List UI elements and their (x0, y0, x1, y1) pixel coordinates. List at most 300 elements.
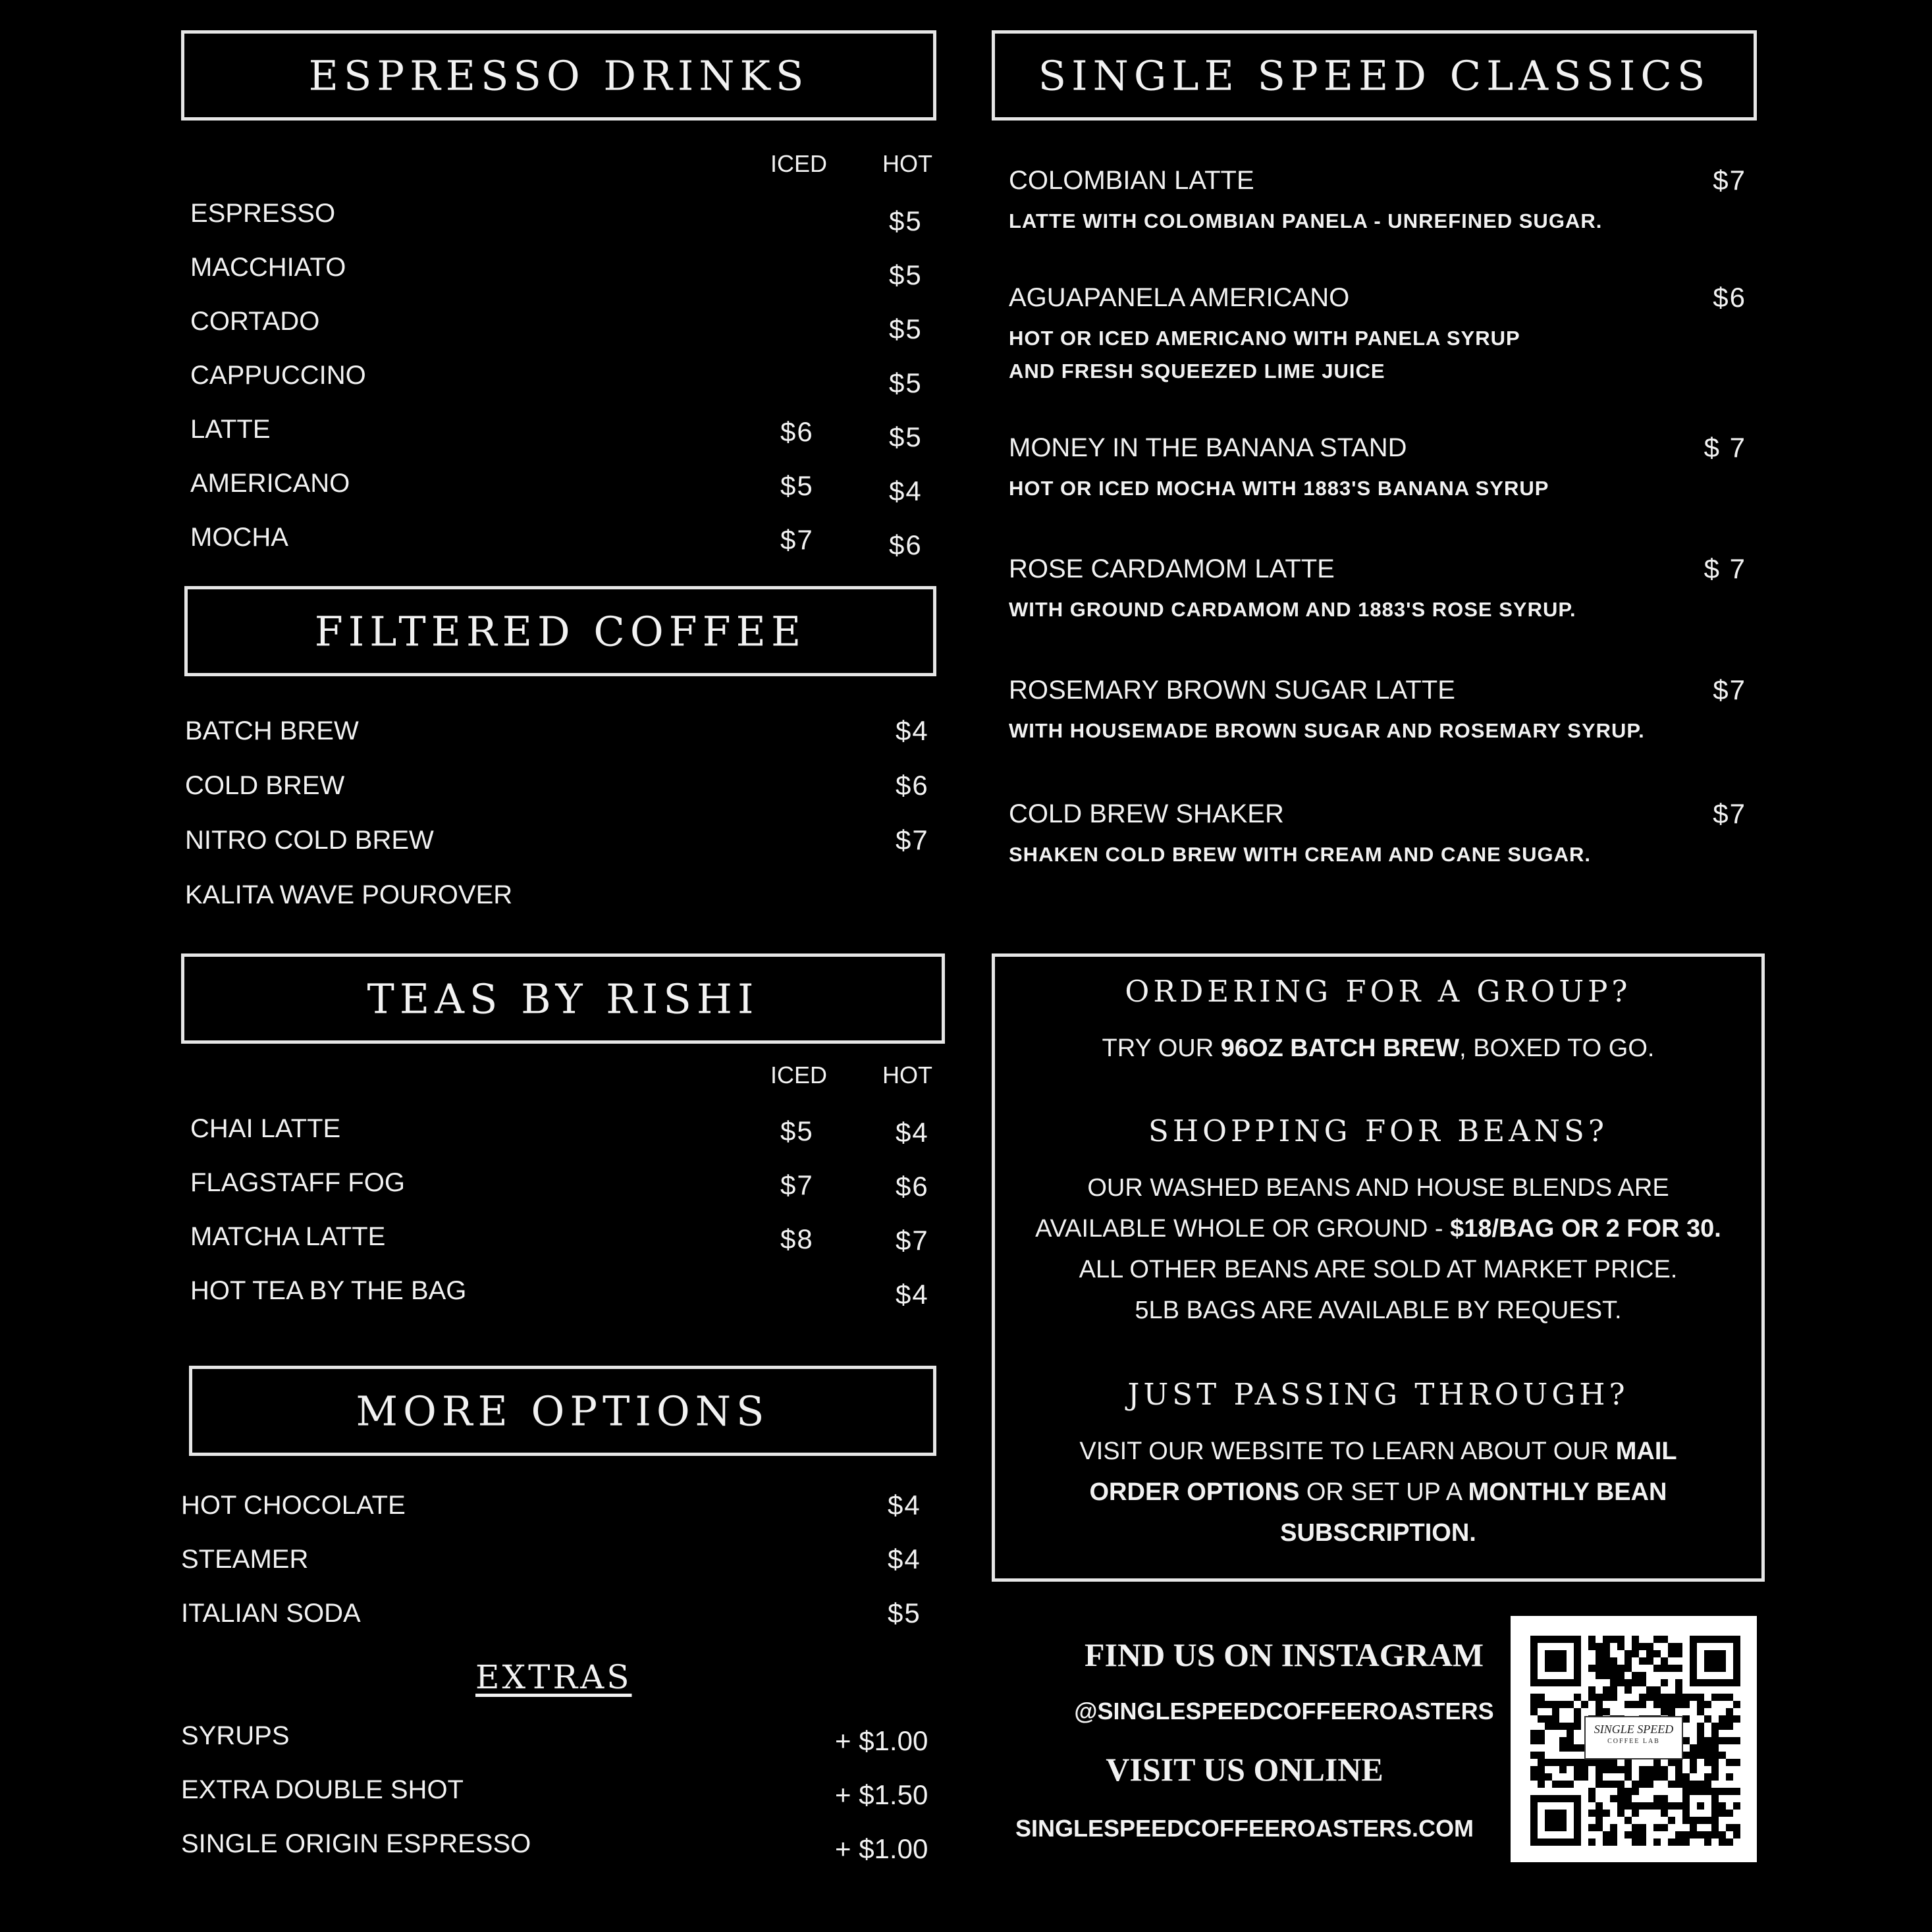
classic-item-price: $6 (1713, 282, 1746, 313)
qr-module (1610, 1657, 1617, 1665)
qr-module (1617, 1766, 1624, 1773)
qr-module (1639, 1831, 1646, 1838)
qr-align-core (1697, 1802, 1704, 1810)
qr-module (1726, 1810, 1733, 1817)
menu-item-name: MACCHIATO (190, 253, 346, 282)
qr-module (1596, 1759, 1603, 1766)
qr-module (1726, 1759, 1733, 1766)
qr-module (1668, 1838, 1675, 1846)
qr-module (1538, 1730, 1545, 1737)
group-bold: 96OZ BATCH BREW (1220, 1034, 1460, 1062)
instagram-handle[interactable]: @SINGLESPEEDCOFFEEROASTERS (1074, 1698, 1494, 1725)
online-title: VISIT US ONLINE (1106, 1751, 1383, 1788)
qr-module (1697, 1701, 1704, 1708)
menu-item-name: CORTADO (190, 307, 320, 336)
espresso-title: ESPRESSO DRINKS (308, 51, 809, 99)
teas-col-hot: HOT (882, 1061, 932, 1088)
qr-module (1690, 1752, 1697, 1759)
qr-module (1704, 1781, 1711, 1788)
qr-module (1545, 1701, 1552, 1708)
qr-module (1538, 1752, 1545, 1759)
qr-module (1661, 1657, 1668, 1665)
classic-item-desc: SHAKEN COLD BREW WITH CREAM AND CANE SUGAR. (1009, 843, 1591, 866)
qr-module (1675, 1650, 1682, 1657)
qr-module (1574, 1744, 1581, 1752)
qr-module (1538, 1773, 1545, 1781)
qr-module (1603, 1650, 1610, 1657)
menu-item-name: CAPPUCCINO (190, 361, 366, 390)
qr-module (1596, 1781, 1603, 1788)
hot-price: $4 (889, 475, 923, 506)
qr-module (1711, 1694, 1719, 1701)
qr-module (1726, 1788, 1733, 1795)
beans-line-1: OUR WASHED BEANS AND HOUSE BLENDS ARE (1087, 1174, 1669, 1202)
qr-module (1552, 1723, 1559, 1730)
passing-line-1-pre: VISIT OUR WEBSITE TO LEARN ABOUT OUR (1079, 1437, 1616, 1465)
qr-module (1726, 1838, 1733, 1846)
hot-price: $6 (896, 1171, 929, 1202)
qr-module (1610, 1838, 1617, 1846)
qr-module (1682, 1838, 1690, 1846)
qr-module (1661, 1694, 1668, 1701)
qr-module (1617, 1679, 1624, 1686)
qr-module (1610, 1766, 1617, 1773)
menu-item-price: $4 (888, 1543, 921, 1574)
monthly-bean-link[interactable]: MONTHLY BEAN (1468, 1478, 1667, 1506)
qr-module (1610, 1636, 1617, 1643)
qr-module (1711, 1723, 1719, 1730)
qr-module (1690, 1831, 1697, 1838)
beans-line-4: 5LB BAGS ARE AVAILABLE BY REQUEST. (1135, 1297, 1622, 1324)
qr-module (1733, 1759, 1740, 1766)
classic-item-name: COLD BREW SHAKER (1009, 799, 1284, 828)
qr-module (1530, 1708, 1538, 1715)
qr-module (1726, 1773, 1733, 1781)
qr-module (1668, 1802, 1675, 1810)
qr-module (1711, 1730, 1719, 1737)
qr-module (1610, 1672, 1617, 1679)
passing-line-3 (995, 1513, 1761, 1553)
qr-module (1726, 1708, 1733, 1715)
qr-module (1632, 1810, 1639, 1817)
qr-module (1704, 1831, 1711, 1838)
qr-module (1646, 1773, 1653, 1781)
qr-module (1552, 1701, 1559, 1708)
classic-item-desc: HOT OR ICED MOCHA WITH 1883'S BANANA SYRUP (1009, 477, 1549, 500)
qr-module (1610, 1665, 1617, 1672)
more-title: MORE OPTIONS (356, 1387, 770, 1435)
extra-item-price: + $1.00 (835, 1725, 928, 1756)
qr-module (1719, 1788, 1726, 1795)
menu-item-price: $4 (888, 1489, 921, 1520)
group-title: ORDERING FOR A GROUP? (1125, 974, 1632, 1009)
menu-item-price: $5 (888, 1597, 921, 1628)
hot-price: $5 (889, 205, 923, 236)
qr-module (1552, 1708, 1559, 1715)
qr-module (1653, 1694, 1661, 1701)
qr-module (1675, 1679, 1682, 1686)
menu-item-name: ESPRESSO (190, 199, 336, 228)
qr-module (1639, 1766, 1646, 1773)
beans-line-2-pre: AVAILABLE WHOLE OR GROUND - (1035, 1215, 1451, 1243)
qr-module (1538, 1701, 1545, 1708)
qr-module (1624, 1788, 1632, 1795)
menu-item-name: MATCHA LATTE (190, 1222, 386, 1251)
menu-item-name: FLAGSTAFF FOG (190, 1168, 405, 1197)
qr-module (1588, 1686, 1596, 1694)
qr-module (1661, 1665, 1668, 1672)
qr-module (1675, 1643, 1682, 1650)
qr-module (1603, 1838, 1610, 1846)
qr-module (1530, 1752, 1538, 1759)
qr-module (1697, 1752, 1704, 1759)
qr-module (1719, 1831, 1726, 1838)
passing-line-2-mid: OR SET UP A (1299, 1478, 1468, 1506)
beans-text (995, 1167, 1761, 1331)
qr-module (1567, 1737, 1574, 1744)
qr-module (1530, 1773, 1538, 1781)
qr-module (1596, 1650, 1603, 1657)
qr-module (1639, 1657, 1646, 1665)
menu-item-name: AMERICANO (190, 469, 350, 498)
qr-module (1603, 1665, 1610, 1672)
hot-price: $4 (896, 1279, 929, 1310)
qr-module (1624, 1650, 1632, 1657)
qr-module (1567, 1730, 1574, 1737)
hot-price: $5 (889, 367, 923, 398)
qr-module (1567, 1744, 1574, 1752)
qr-module (1733, 1737, 1740, 1744)
qr-module (1682, 1831, 1690, 1838)
qr-module (1617, 1665, 1624, 1672)
classic-item-price: $ 7 (1704, 432, 1746, 463)
teas-title: TEAS BY RISHI (367, 975, 759, 1023)
menu-item-price: $7 (896, 824, 929, 855)
qr-module (1682, 1715, 1690, 1723)
qr-module (1530, 1730, 1538, 1737)
qr-module (1704, 1838, 1711, 1846)
qr-module (1661, 1810, 1668, 1817)
qr-module (1653, 1773, 1661, 1781)
extra-item-name: SYRUPS (181, 1721, 290, 1750)
classic-item-desc: WITH HOUSEMADE BROWN SUGAR AND ROSEMARY SYRUP. (1009, 719, 1645, 742)
qr-module (1617, 1643, 1624, 1650)
menu-item-name: BATCH BREW (185, 716, 359, 745)
qr-module (1682, 1752, 1690, 1759)
qr-module (1653, 1824, 1661, 1831)
qr-module (1588, 1824, 1596, 1831)
qr-module (1603, 1781, 1610, 1788)
qr-module (1559, 1744, 1567, 1752)
website-link[interactable]: SINGLESPEEDCOFFEEROASTERS.COM (1015, 1815, 1474, 1842)
qr-module (1697, 1708, 1704, 1715)
extras-title: EXTRAS (475, 1658, 632, 1696)
qr-module (1596, 1773, 1603, 1781)
classic-item-desc: AND FRESH SQUEEZED LIME JUICE (1009, 360, 1385, 383)
qr-module (1661, 1636, 1668, 1643)
menu-item-name: LATTE (190, 415, 271, 444)
qr-module (1559, 1766, 1567, 1773)
qr-module (1668, 1650, 1675, 1657)
qr-module (1574, 1715, 1581, 1723)
qr-module (1675, 1759, 1682, 1766)
qr-module (1646, 1686, 1653, 1694)
qr-module (1632, 1838, 1639, 1846)
qr-module (1588, 1665, 1596, 1672)
qr-module (1668, 1708, 1675, 1715)
menu-item-price: $4 (896, 715, 929, 746)
qr-module (1603, 1643, 1610, 1650)
qr-module (1719, 1694, 1726, 1701)
qr-module (1646, 1694, 1653, 1701)
qr-module (1596, 1766, 1603, 1773)
qr-module (1624, 1701, 1632, 1708)
qr-module (1538, 1766, 1545, 1773)
qr-module (1653, 1795, 1661, 1802)
qr-module (1617, 1788, 1624, 1795)
qr-module (1726, 1694, 1733, 1701)
iced-price: $5 (780, 470, 814, 501)
qr-code[interactable] (1511, 1616, 1757, 1862)
classic-item-price: $7 (1713, 798, 1746, 829)
qr-module (1545, 1723, 1552, 1730)
qr-module (1603, 1810, 1610, 1817)
qr-module (1704, 1737, 1711, 1744)
extra-item-price: + $1.50 (835, 1779, 928, 1810)
qr-module (1646, 1650, 1653, 1657)
qr-module (1588, 1694, 1596, 1701)
qr-module (1668, 1759, 1675, 1766)
qr-module (1617, 1672, 1624, 1679)
classic-item-name: ROSEMARY BROWN SUGAR LATTE (1009, 676, 1455, 705)
qr-module (1581, 1701, 1588, 1708)
qr-module (1661, 1802, 1668, 1810)
qr-module (1690, 1781, 1697, 1788)
qr-module (1661, 1824, 1668, 1831)
qr-module (1617, 1781, 1624, 1788)
teas-header-box (181, 953, 945, 1044)
qr-module (1596, 1824, 1603, 1831)
qr-module (1697, 1737, 1704, 1744)
qr-module (1690, 1744, 1697, 1752)
classic-item-name: MONEY IN THE BANANA STAND (1009, 433, 1407, 462)
iced-price: $5 (780, 1115, 814, 1146)
classic-item-name: AGUAPANELA AMERICANO (1009, 283, 1350, 312)
qr-module (1603, 1831, 1610, 1838)
qr-module (1668, 1781, 1675, 1788)
qr-module (1719, 1838, 1726, 1846)
qr-module (1632, 1701, 1639, 1708)
qr-module (1632, 1643, 1639, 1650)
qr-module (1726, 1824, 1733, 1831)
qr-module (1639, 1802, 1646, 1810)
qr-module (1661, 1795, 1668, 1802)
menu-item-name: COLD BREW (185, 771, 345, 800)
qr-module (1632, 1802, 1639, 1810)
qr-module (1538, 1759, 1545, 1766)
mail-link[interactable]: MAIL (1615, 1437, 1677, 1465)
beans-price: $18/BAG OR 2 FOR 30. (1450, 1215, 1721, 1243)
classics-header-box (992, 30, 1757, 121)
qr-module (1711, 1831, 1719, 1838)
qr-module (1719, 1715, 1726, 1723)
qr-module (1711, 1766, 1719, 1773)
qr-module (1639, 1701, 1646, 1708)
qr-module (1704, 1715, 1711, 1723)
qr-module (1733, 1701, 1740, 1708)
qr-module (1588, 1795, 1596, 1802)
qr-module (1567, 1781, 1574, 1788)
hot-price: $4 (896, 1117, 929, 1148)
hot-price: $5 (889, 421, 923, 452)
qr-module (1639, 1643, 1646, 1650)
qr-module (1552, 1759, 1559, 1766)
espresso-header-box (181, 30, 936, 121)
qr-module (1538, 1781, 1545, 1788)
qr-module (1632, 1788, 1639, 1795)
espresso-col-iced: ICED (770, 150, 828, 177)
hot-price: $5 (889, 259, 923, 290)
qr-module (1588, 1759, 1596, 1766)
qr-module (1733, 1824, 1740, 1831)
subscription-link[interactable]: SUBSCRIPTION. (1280, 1519, 1476, 1547)
qr-module (1552, 1715, 1559, 1723)
qr-module (1530, 1694, 1538, 1701)
qr-module (1711, 1773, 1719, 1781)
qr-module (1639, 1824, 1646, 1831)
qr-module (1697, 1744, 1704, 1752)
qr-module (1639, 1672, 1646, 1679)
qr-module (1711, 1737, 1719, 1744)
qr-module (1624, 1679, 1632, 1686)
more-header-box (189, 1366, 936, 1456)
classic-item-name: COLOMBIAN LATTE (1009, 166, 1254, 195)
beans-line-2 (995, 1208, 1761, 1249)
classic-item-price: $7 (1713, 674, 1746, 705)
qr-module (1719, 1737, 1726, 1744)
qr-module (1690, 1759, 1697, 1766)
qr-finder-core (1704, 1650, 1726, 1672)
group-pre: TRY OUR (1102, 1034, 1221, 1062)
espresso-col-hot: HOT (882, 150, 932, 177)
qr-module (1632, 1824, 1639, 1831)
qr-module (1675, 1773, 1682, 1781)
group-text (995, 1028, 1761, 1069)
classic-item-name: ROSE CARDAMOM LATTE (1009, 554, 1335, 583)
qr-module (1661, 1679, 1668, 1686)
qr-module (1675, 1781, 1682, 1788)
hot-price: $7 (896, 1225, 929, 1256)
qr-module (1697, 1831, 1704, 1838)
qr-module (1733, 1715, 1740, 1723)
qr-module (1682, 1781, 1690, 1788)
qr-module (1668, 1643, 1675, 1650)
qr-module (1639, 1679, 1646, 1686)
qr-module (1632, 1781, 1639, 1788)
qr-module (1697, 1694, 1704, 1701)
info-box (992, 953, 1765, 1582)
qr-module (1567, 1723, 1574, 1730)
hot-price: $6 (889, 529, 923, 560)
qr-module (1603, 1766, 1610, 1773)
menu-item-name: ITALIAN SODA (181, 1599, 361, 1628)
qr-module (1719, 1810, 1726, 1817)
order-options-link[interactable]: ORDER OPTIONS (1089, 1478, 1300, 1506)
qr-module (1690, 1694, 1697, 1701)
qr-module (1596, 1672, 1603, 1679)
qr-module (1690, 1766, 1697, 1773)
qr-module (1646, 1766, 1653, 1773)
qr-module (1726, 1723, 1733, 1730)
group-post: , BOXED TO GO. (1459, 1034, 1655, 1062)
qr-module (1559, 1723, 1567, 1730)
qr-module (1624, 1817, 1632, 1824)
qr-module (1596, 1810, 1603, 1817)
qr-module (1682, 1694, 1690, 1701)
filtered-header-box (184, 586, 936, 676)
qr-module (1653, 1838, 1661, 1846)
qr-module (1545, 1759, 1552, 1766)
qr-module (1559, 1737, 1567, 1744)
qr-module (1704, 1773, 1711, 1781)
qr-module (1610, 1824, 1617, 1831)
qr-module (1733, 1788, 1740, 1795)
qr-module (1596, 1694, 1603, 1701)
hot-price: $5 (889, 313, 923, 344)
qr-module (1632, 1636, 1639, 1643)
menu-item-name: STEAMER (181, 1545, 309, 1574)
qr-module (1603, 1657, 1610, 1665)
qr-module (1639, 1781, 1646, 1788)
qr-module (1538, 1715, 1545, 1723)
qr-module (1632, 1650, 1639, 1657)
qr-module (1697, 1730, 1704, 1737)
extra-item-price: + $1.00 (835, 1833, 928, 1864)
beans-line-3: ALL OTHER BEANS ARE SOLD AT MARKET PRICE. (1079, 1256, 1678, 1283)
qr-module (1610, 1759, 1617, 1766)
qr-module (1719, 1723, 1726, 1730)
qr-module (1617, 1802, 1624, 1810)
extra-item-name: SINGLE ORIGIN ESPRESSO (181, 1829, 531, 1858)
instagram-title: FIND US ON INSTAGRAM (1084, 1636, 1484, 1673)
qr-module (1610, 1694, 1617, 1701)
qr-module (1661, 1701, 1668, 1708)
qr-module (1646, 1657, 1653, 1665)
iced-price: $6 (780, 416, 814, 447)
qr-module (1697, 1781, 1704, 1788)
qr-module (1610, 1679, 1617, 1686)
qr-module (1610, 1781, 1617, 1788)
qr-module (1646, 1643, 1653, 1650)
qr-module (1538, 1737, 1545, 1744)
qr-module (1632, 1831, 1639, 1838)
qr-module (1574, 1773, 1581, 1781)
qr-module (1617, 1795, 1624, 1802)
menu-item-name: HOT TEA BY THE BAG (190, 1276, 467, 1305)
qr-module (1668, 1665, 1675, 1672)
qr-module (1624, 1773, 1632, 1781)
qr-module (1733, 1802, 1740, 1810)
qr-module (1704, 1752, 1711, 1759)
qr-module (1632, 1672, 1639, 1679)
qr-module (1545, 1773, 1552, 1781)
menu-item-name: HOT CHOCOLATE (181, 1491, 406, 1520)
qr-module (1588, 1636, 1596, 1643)
qr-module (1574, 1759, 1581, 1766)
qr-module (1704, 1759, 1711, 1766)
qr-module (1552, 1781, 1559, 1788)
passing-line-2 (995, 1472, 1761, 1513)
